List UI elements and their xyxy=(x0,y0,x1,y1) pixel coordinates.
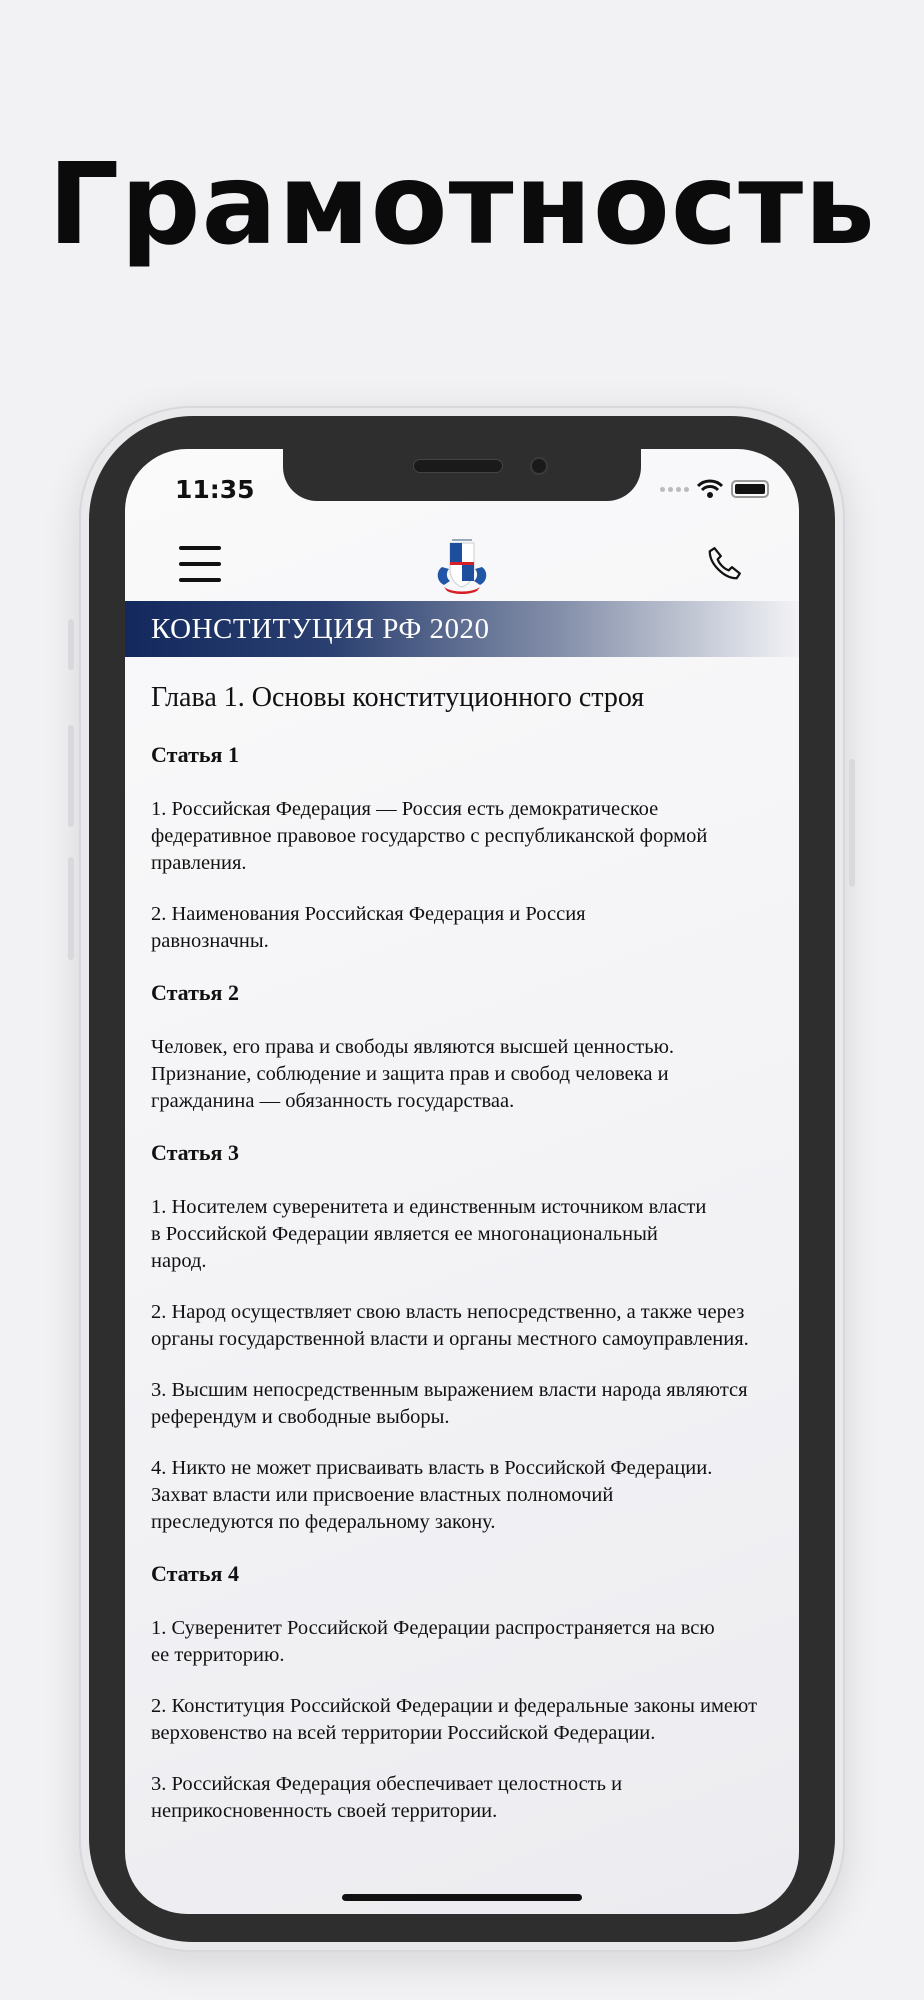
volume-down-button xyxy=(68,857,74,960)
paragraph: 4. Никто не может присваивать власть в Российской Федерации. Захват власти или присвоение властных полномочий преследуются по федеральному закону. xyxy=(151,1457,713,1533)
paragraph: Человек, его права и свободы являются высшей ценностью. Признание, соблюдение и защита прав и свобод человека и гражданина — обязанность государстваа. xyxy=(151,1036,675,1112)
mute-switch xyxy=(68,619,74,670)
volume-up-button xyxy=(68,725,74,827)
article-title: Статья 2 xyxy=(151,980,239,1005)
chapter-title: Глава 1. Основы конституционного строя xyxy=(151,682,645,713)
notch xyxy=(283,449,641,501)
front-camera xyxy=(530,457,548,475)
paragraph: 1. Носителем суверенитета и единственным источником власти в Российской Федерации является ее многонациональный народ. xyxy=(151,1196,707,1272)
document-content xyxy=(151,681,771,1849)
paragraph: 1. Российская Федерация — Россия есть демократическое федеративное правовое государство с республиканской формой правления. xyxy=(151,798,708,874)
status-icons xyxy=(660,479,769,499)
phone-icon[interactable] xyxy=(705,545,743,583)
paragraph: 2. Конституция Российской Федерации и федеральные законы имеют верховенство на всей территории Российской Федерации. xyxy=(151,1695,758,1744)
app-screen xyxy=(125,449,799,1914)
article-title: Статья 1 xyxy=(151,742,239,767)
article-title: Статья 4 xyxy=(151,1561,239,1586)
hamburger-icon[interactable] xyxy=(179,546,221,582)
promo-title: Грамотность xyxy=(48,140,876,270)
power-button xyxy=(849,759,855,887)
section-banner: КОНСТИТУЦИЯ РФ 2020 xyxy=(125,601,799,657)
status-time: 11:35 xyxy=(175,475,255,504)
paragraph: 2. Народ осуществляет свою власть непосредственно, а также через органы государственной власти и органы местного самоуправления. xyxy=(151,1301,749,1350)
paragraph: 3. Российская Федерация обеспечивает целостность и неприкосновенность своей территории. xyxy=(151,1773,623,1822)
battery-icon xyxy=(731,480,769,498)
article-title: Статья 3 xyxy=(151,1140,239,1165)
paragraph: 3. Высшим непосредственным выражением власти народа являются референдум и свободные выборы. xyxy=(151,1379,748,1428)
coat-of-arms-logo[interactable] xyxy=(432,537,492,595)
wifi-icon xyxy=(697,479,723,499)
paragraph: 1. Суверенитет Российской Федерации распространяется на всю ее территорию. xyxy=(151,1617,715,1666)
home-indicator[interactable] xyxy=(342,1894,582,1901)
speaker xyxy=(413,459,503,473)
signal-icon xyxy=(660,487,689,492)
paragraph: 2. Наименования Российская Федерация и Россия равнозначны. xyxy=(151,903,586,952)
